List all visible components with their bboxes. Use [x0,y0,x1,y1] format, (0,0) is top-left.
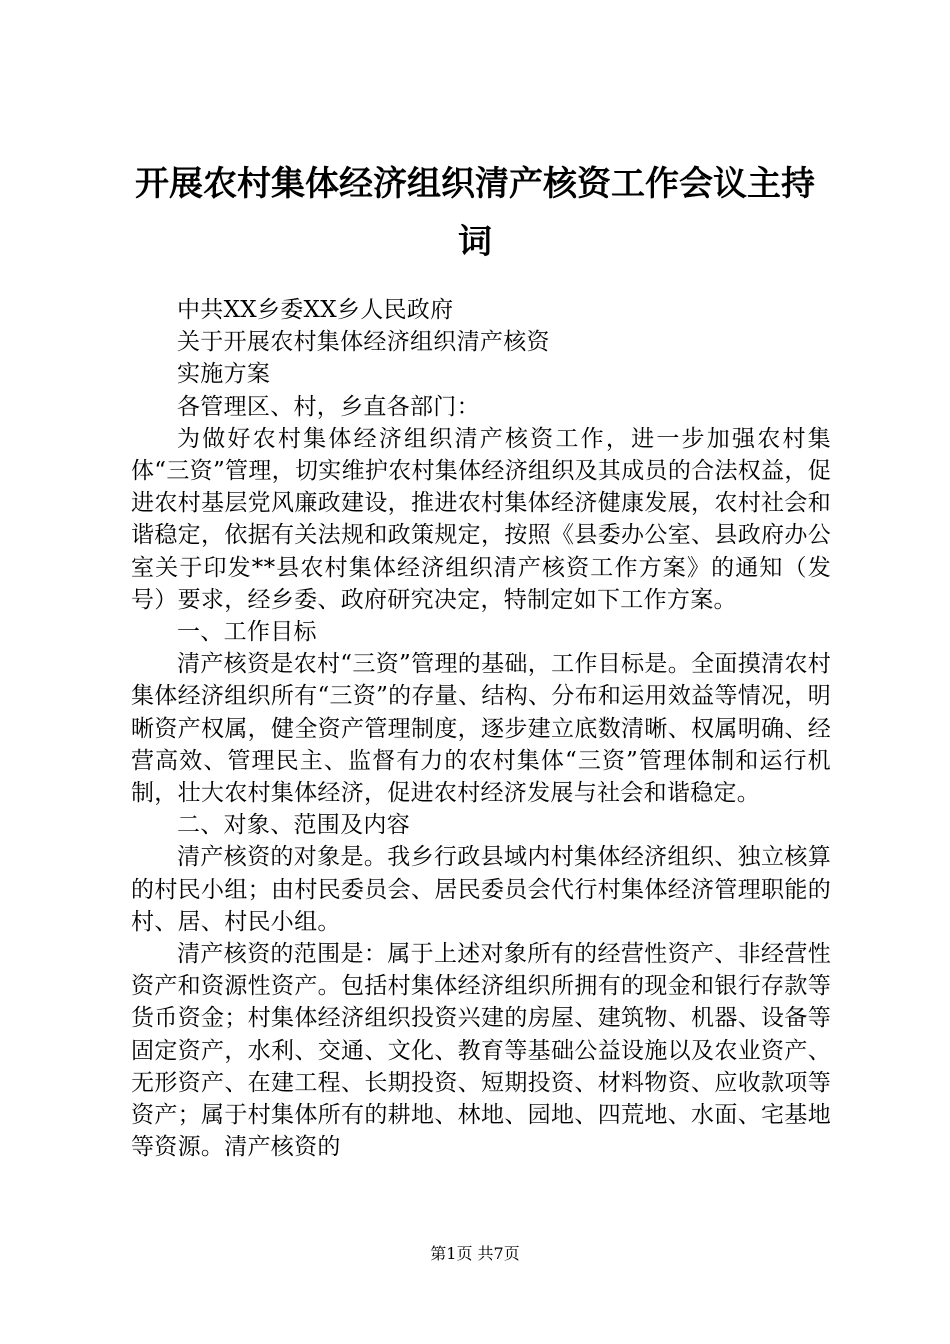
title-line-1: 开展农村集体经济组织清产核资工作会议主持 [135,164,815,204]
paragraph-subject-cont: 实施方案 [177,361,271,388]
paragraph-goals: 清产核资是农村“三资”管理的基础，工作目标是。全面摸清农村集体经济组织所有“三资”的存量、结构、分布和运用效益等情况，明晰资产权属，健全资产管理制度，逐步建立底数清晰、权属明确、经营高效、管理民主、监督有力的农村集体“三资”管理体制和运行机制，壮大农村集体经济，促进农村经济发展与社会和谐稳定。 [131,651,831,807]
paragraph-objects: 清产核资的对象是。我乡行政县域内村集体经济组织、独立核算的村民小组；由村民委员会、居民委员会代行村集体经济管理职能的村、居、村民小组。 [131,844,831,935]
page-footer: 第1页 共7页 [430,1244,520,1263]
section-heading-scope: 二、对象、范围及内容 [177,812,410,839]
document-body [131,294,831,1163]
section-heading-goals: 一、工作目标 [177,619,317,646]
paragraph-salutation: 各管理区、村，乡直各部门： [177,393,480,420]
paragraph-scope: 清产核资的范围是：属于上述对象所有的经营性资产、非经营性资产和资源性资产。包括村集体经济组织所拥有的现金和银行存款等货币资金；村集体经济组织投资兴建的房屋、建筑物、机器、设备等固定资产，水利、交通、文化、教育等基础公益设施以及农业资产、无形资产、在建工程、长期投资、短期投资、材料物资、应收款项等资产；属于村集体所有的耕地、林地、园地、四荒地、水面、宅基地等资源。清产核资的 [131,941,831,1161]
paragraph-subject: 关于开展农村集体经济组织清产核资 [177,329,550,356]
paragraph-issuer: 中共XX乡委XX乡人民政府 [177,297,454,323]
paragraph-intro: 为做好农村集体经济组织清产核资工作，进一步加强农村集体“三资”管理，切实维护农村集体经济组织及其成员的合法权益，促进农村基层党风廉政建设，推进农村集体经济健康发展，农村社会和谐稳定，依据有关法规和政策规定，按照《县委办公室、县政府办公室关于印发**县农村集体经济组织清产核资工作方案》的通知（发号）要求，经乡委、政府研究决定，特制定如下工作方案。 [131,425,831,613]
document-title [120,155,830,271]
title-line-2: 词 [458,222,492,262]
